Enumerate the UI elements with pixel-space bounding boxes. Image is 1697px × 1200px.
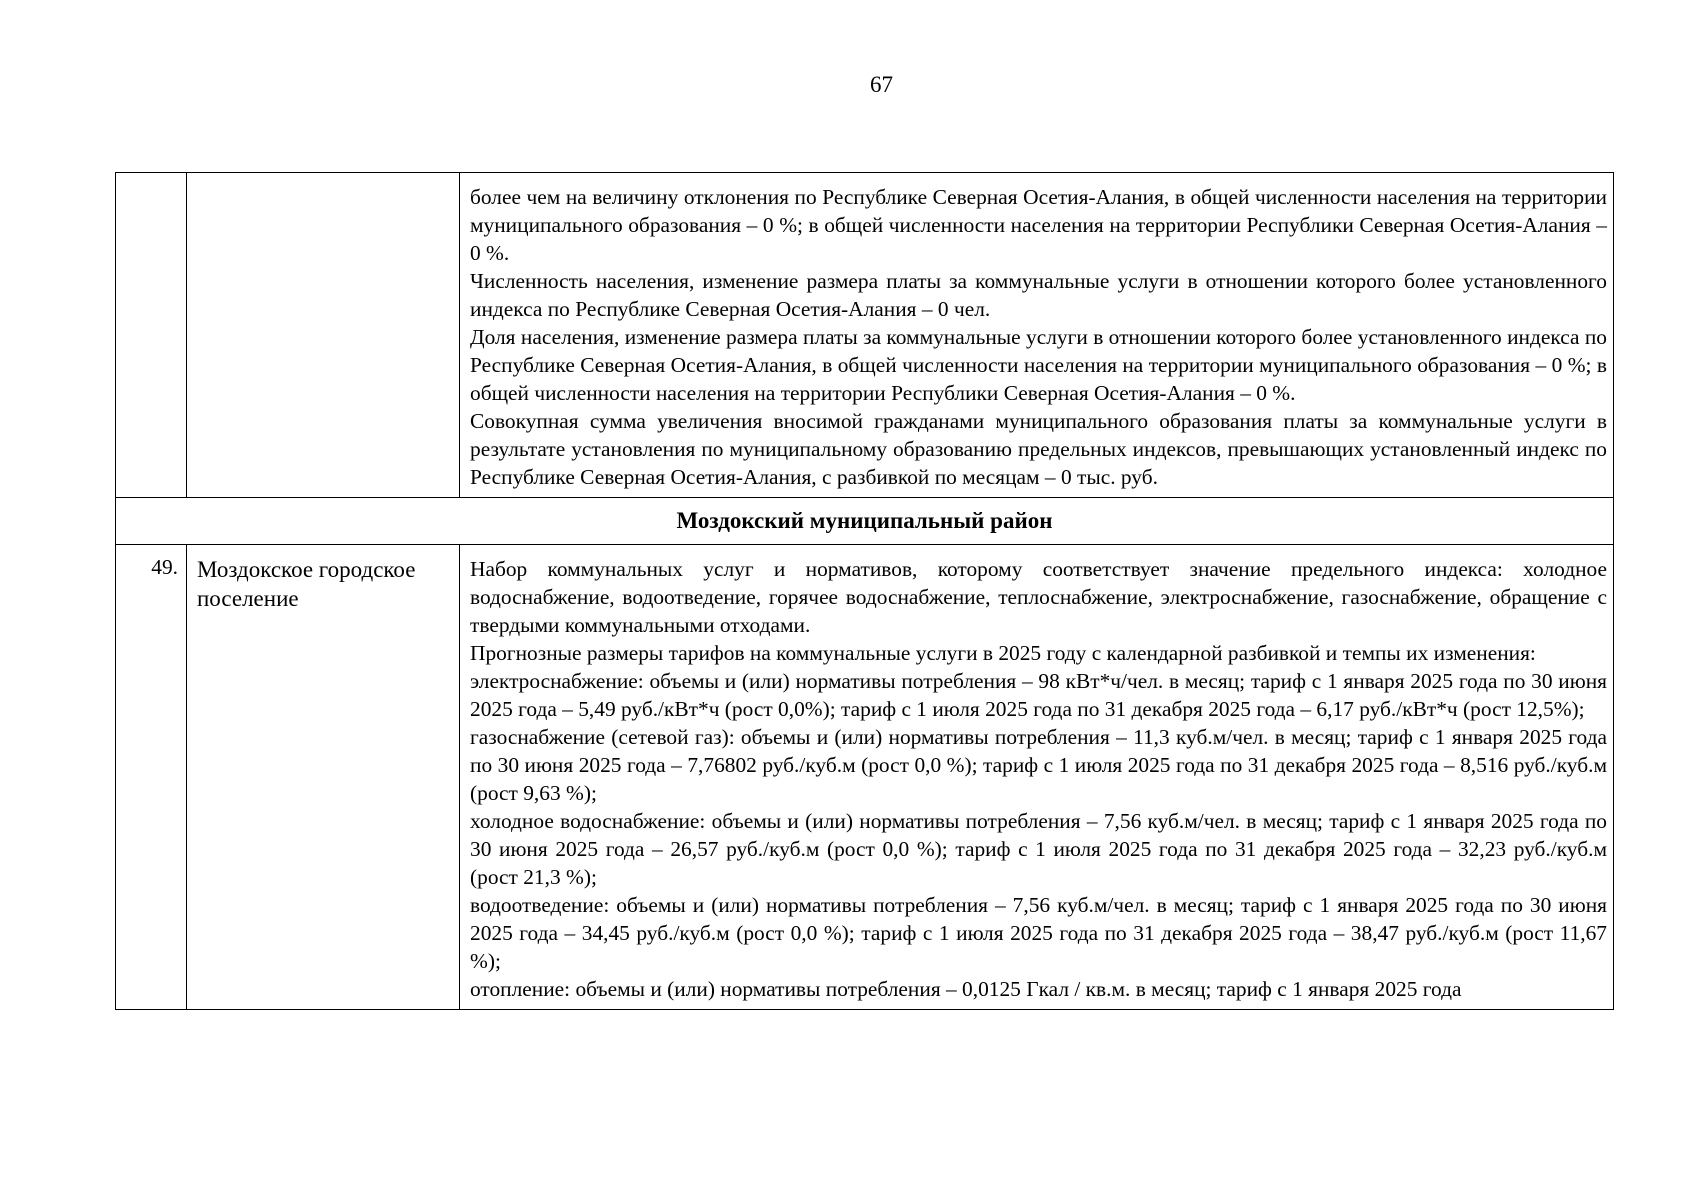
paragraph: Доля населения, изменение размера платы за коммунальные услуги в отношении которого более установленного индекса по Республике Северная Осетия-Алания, в общей численности населения на территории муниципального образования – 0 %; в общей численности населения на территории Республики Северная Осетия-Алания – 0 %. — [470, 325, 1607, 405]
paragraph: холодное водоснабжение: объемы и (или) нормативы потребления – 7,56 куб.м/чел. в месяц; тариф с 1 января 2025 года по 30 июня 2025 года – 26,57 руб./куб.м (рост 0,0 %); тариф с 1 июля 2025 года по 31 декабря 2025 года – 32,23 руб./куб.м (рост 21,3 %); — [470, 809, 1607, 889]
municipality-name-cell — [187, 545, 460, 1010]
paragraph: Численность населения, изменение размера платы за коммунальные услуги в отношении которого более установленного индекса по Республике Северная Осетия-Алания – 0 чел. — [470, 269, 1607, 321]
content-cell — [460, 545, 1614, 1010]
paragraph: Совокупная сумма увеличения вносимой гражданами муниципального образования платы за коммунальные услуги в результате установления по муниципальному образованию предельных индексов, превышающих установленный индекс по Республике Северная Осетия-Алания, с разбивкой по месяцам – 0 тыс. руб. — [470, 409, 1607, 489]
paragraph: водоотведение: объемы и (или) нормативы потребления – 7,56 куб.м/чел. в месяц; тариф с 1 января 2025 года по 30 июня 2025 года – 34,45 руб./куб.м (рост 0,0 %); тариф с 1 июля 2025 года по 31 декабря 2025 года – 38,47 руб./куб.м (рост 11,67 %); — [470, 893, 1607, 973]
name-cell-empty — [187, 173, 460, 498]
section-heading: Моздокский муниципальный район — [116, 498, 1614, 545]
page-number: 67 — [870, 72, 893, 97]
document-table — [115, 172, 1614, 1010]
paragraph: более чем на величину отклонения по Республике Северная Осетия-Алания, в общей численности населения на территории муниципального образования – 0 %; в общей численности населения на территории Республики Северная Осетия-Алания – 0 %. — [470, 185, 1607, 265]
paragraph: Набор коммунальных услуг и нормативов, которому соответствует значение предельного индекса: холодное водоснабжение, водоотведение, горячее водоснабжение, теплоснабжение, электроснабжение, газоснабжение, обращение с твердыми коммунальными отходами. — [470, 557, 1607, 637]
row-number-cell — [116, 545, 187, 1010]
row-number: 49. — [151, 555, 178, 579]
continued-row — [116, 173, 1614, 498]
paragraph: Прогнозные размеры тарифов на коммунальные услуги в 2025 году с календарной разбивкой и темпы их изменения: — [470, 641, 1536, 665]
paragraph: электроснабжение: объемы и (или) нормативы потребления – 98 кВт*ч/чел. в месяц; тариф с 1 января 2025 года по 30 июня 2025 года – 5,49 руб./кВт*ч (рост 0,0%); тариф с 1 июля 2025 года по 31 декабря 2025 года – 6,17 руб./кВт*ч (рост 12,5%); — [470, 669, 1607, 721]
section-row — [116, 498, 1614, 545]
municipality-name: Моздокское городское поселение — [197, 557, 416, 611]
number-cell-empty — [116, 173, 187, 498]
content-cell — [460, 173, 1614, 498]
paragraph: отопление: объемы и (или) нормативы потребления – 0,0125 Гкал / кв.м. в месяц; тариф с 1 января 2025 года — [470, 977, 1462, 1001]
paragraph: газоснабжение (сетевой газ): объемы и (или) нормативы потребления – 11,3 куб.м/чел. в месяц; тариф с 1 января 2025 года по 30 июня 2025 года – 7,76802 руб./куб.м (рост 0,0 %); тариф с 1 июля 2025 года по 31 декабря 2025 года – 8,516 руб./куб.м (рост 9,63 %); — [470, 725, 1607, 805]
table-row-49 — [116, 545, 1614, 1010]
